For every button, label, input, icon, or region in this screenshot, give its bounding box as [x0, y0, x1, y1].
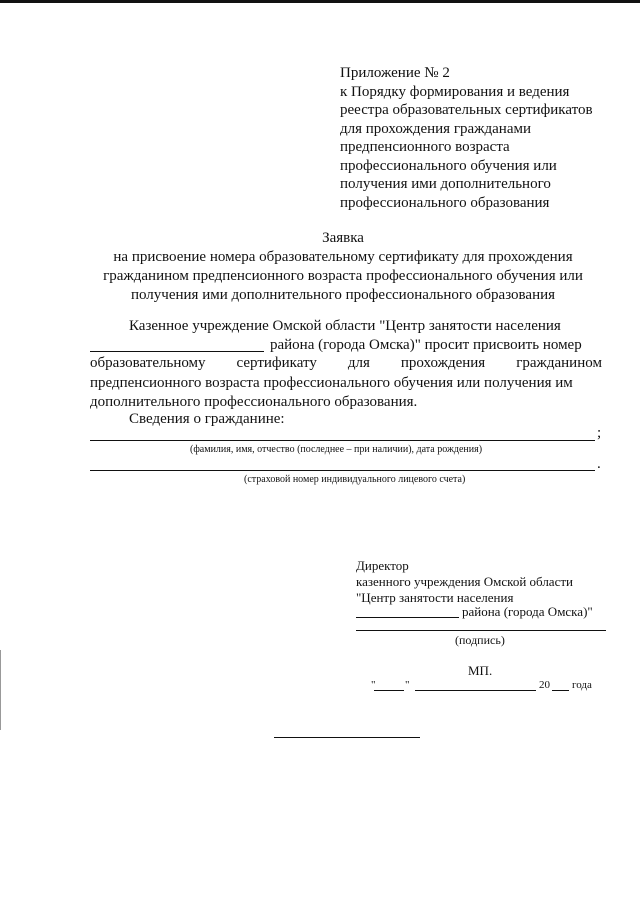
body-line-5: дополнительного профессионального образования.: [90, 394, 418, 410]
body-word: образовательному: [90, 355, 206, 371]
body-word: прохождения: [400, 355, 486, 371]
date-close-quote: ": [405, 679, 410, 691]
date-month-blank: [415, 690, 536, 691]
signature-district-blank: [356, 617, 459, 618]
fio-caption: (фамилия, имя, отчество (последнее – при наличии), дата рождения): [190, 444, 483, 455]
signature-org-line: района (города Омска)": [462, 604, 593, 619]
date-year-suffix: года: [572, 679, 592, 691]
document-title: [0, 229, 640, 305]
appendix-line: предпенсионного возраста: [340, 139, 510, 155]
scan-margin-mark: [0, 650, 1, 730]
fio-semicolon: ;: [597, 425, 602, 441]
signature-caption: (подпись): [455, 633, 505, 647]
body-line-2: района (города Омска)" просит присвоить номер: [270, 337, 582, 353]
citizen-info-label: Сведения о гражданине:: [129, 411, 285, 427]
end-separator-line: [274, 737, 420, 738]
body-word: для: [347, 355, 370, 371]
signature-title: Директор: [356, 558, 409, 573]
appendix-line: Приложение № 2: [340, 65, 450, 81]
title-line: получения ими дополнительного профессионального образования: [130, 287, 556, 303]
title-line: на присвоение номера образовательному сертификату для прохождения: [113, 249, 573, 265]
body-line-4: предпенсионного возраста профессионального обучения или получения им: [90, 375, 573, 391]
signature-line: [356, 630, 606, 631]
snils-caption: (страховой номер индивидуального лицевого счета): [244, 474, 466, 485]
date-day-blank: [374, 690, 404, 691]
snils-input-line: [90, 470, 595, 471]
appendix-line: к Порядку формирования и ведения: [340, 83, 570, 100]
appendix-header: [340, 64, 593, 212]
appendix-line: получения ими дополнительного: [340, 176, 551, 192]
appendix-line: профессионального обучения или: [340, 157, 557, 174]
signature-org-line: "Центр занятости населения: [356, 590, 514, 605]
appendix-line: для прохождения гражданами: [340, 120, 532, 137]
page-top-border: [0, 0, 640, 3]
body-word: гражданином: [516, 355, 602, 371]
stamp-label: МП.: [468, 663, 493, 678]
district-blank-line: [90, 351, 264, 352]
appendix-line: профессионального образования: [340, 194, 550, 211]
title-line: гражданином предпенсионного возраста профессионального обучения или: [103, 268, 583, 284]
fio-input-line: [90, 440, 595, 441]
body-word: сертификату: [236, 355, 317, 371]
appendix-line: реестра образовательных сертификатов: [340, 102, 593, 118]
date-year-prefix: 20: [539, 679, 550, 691]
body-line-1: Казенное учреждение Омской области "Центр занятости населения: [129, 318, 561, 334]
body-line-3: [90, 355, 602, 372]
title-heading: Заявка: [322, 230, 364, 246]
date-year-blank: [552, 690, 569, 691]
signature-org-line: казенного учреждения Омской области: [356, 574, 573, 589]
date-open-quote: ": [371, 679, 376, 691]
snils-period: .: [597, 456, 601, 472]
